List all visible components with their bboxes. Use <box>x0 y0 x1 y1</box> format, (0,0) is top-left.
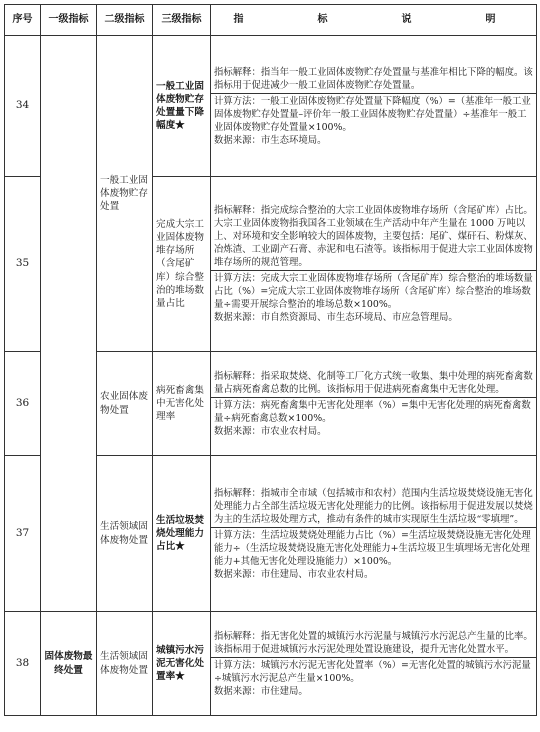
row-level3: 完成大宗工业固体废物堆存场所（含尾矿库）综合整治的堆场数量占比 <box>153 177 211 352</box>
indicator-explanation: 指标解释：指无害化处置的城镇污水污泥量与城镇污水污泥总产生量的比率。该指标用于促进城镇污水污泥处理处置设施建设，提升无害化处置水平。 <box>214 630 533 655</box>
table-row <box>5 612 537 716</box>
calculation-method: 计算方法：城镇污水污泥无害化处置率（%）=无害化处置的城镇污水污泥量÷城镇污水污泥总产生量×100%。 <box>214 659 531 684</box>
header-description: 指 标 说 明 <box>211 5 537 36</box>
indicator-explanation: 指标解释：指完成综合整治的大宗工业固体废物堆存场所（含尾矿库）占比。大宗工业固体废物指我国各工业领域在生产活动中年产生量在 1000 万吨以上、对环境和安全影响较大的固体废物，主要包括：尾矿、煤矸石、粉煤灰、冶炼渣、工业副产石膏、赤泥和电石渣等。该指标用于促进大宗工业固体废物堆存场所的规范管理。 <box>214 205 533 268</box>
calculation-method: 计算方法：完成大宗工业固体废物堆存场所（含尾矿库）综合整治的堆场数量占比（%）=完成大宗工业固体废物堆存场所（含尾矿库）综合整治的堆场数量÷需要开展综合整治的堆场总数×100%。 <box>214 273 533 310</box>
row-seq: 35 <box>5 177 41 352</box>
row-description <box>211 177 537 352</box>
row-divider <box>211 657 536 658</box>
calculation-method: 计算方法：病死畜禽集中无害化处理率（%）=集中无害化处理的病死畜禽数量÷病死畜禽总数×100%。 <box>214 399 531 424</box>
header-level1: 一级指标 <box>41 5 97 36</box>
indicator-explanation: 指标解释：指城市全市域（包括城市和农村）范围内生活垃圾焚烧设施无害化处理能力占全部生活垃圾无害化处理能力的比例。该指标用于促进发展以焚烧为主的生活垃圾处理方式，推动有条件的城市实现原生生活垃圾“零填埋”。 <box>214 487 533 525</box>
data-source: 数据来源：市住建局、市农业农村局。 <box>214 568 374 580</box>
table-header-row <box>5 5 537 36</box>
indicator-explanation: 指标解释：指采取焚烧、化制等工厂化方式统一收集、集中处理的病死畜禽数量占病死畜禽总数的比例。该指标用于促进病死畜禽集中无害化处理。 <box>214 370 533 395</box>
row-description <box>211 456 537 612</box>
row-level3: 生活垃圾焚烧处理能力占比★ <box>153 456 211 612</box>
calculation-method: 计算方法：生活垃圾焚烧处理能力占比（%）=生活垃圾焚烧设施无害化处理能力÷（生活垃圾焚烧设施无害化处理能力+生活垃圾卫生填埋场无害化处理能力+其他无害化处理设施能力）×100%。 <box>214 529 531 567</box>
data-source: 数据来源：市生态环境局。 <box>214 134 327 146</box>
row-level2: 农业固体废物处置 <box>97 352 153 456</box>
row-description <box>211 36 537 177</box>
row-level1 <box>41 36 97 612</box>
row-level2: 一般工业固体废物贮存处置 <box>97 36 153 352</box>
row-divider <box>211 527 536 528</box>
row-divider <box>211 93 536 94</box>
row-description <box>211 612 537 716</box>
data-source: 数据来源：市农业农村局。 <box>214 425 327 437</box>
row-level3: 城镇污水污泥无害化处置率★ <box>153 612 211 716</box>
row-seq: 38 <box>5 612 41 716</box>
row-level3: 病死畜禽集中无害化处理率 <box>153 352 211 456</box>
header-level3: 三级指标 <box>153 5 211 36</box>
row-level3: 一般工业固体废物贮存处置量下降幅度★ <box>153 36 211 177</box>
row-level1: 固体废物最终处置 <box>41 612 97 716</box>
row-divider <box>211 397 536 398</box>
row-description <box>211 352 537 456</box>
row-level2: 生活领域固体废物处置 <box>97 456 153 612</box>
data-source: 数据来源：市自然资源局、市生态环境局、市应急管理局。 <box>214 312 458 323</box>
row-level2: 生活领域固体废物处置 <box>97 612 153 716</box>
indicator-table <box>4 4 537 716</box>
indicator-explanation: 指标解释：指当年一般工业固体废物贮存处置量与基准年相比下降的幅度。该指标用于促进减少一般工业固体废物贮存处置量。 <box>214 66 533 91</box>
row-seq: 37 <box>5 456 41 612</box>
row-seq: 36 <box>5 352 41 456</box>
header-level2: 二级指标 <box>97 5 153 36</box>
calculation-method: 计算方法：一般工业固体废物贮存处置量下降幅度（%）=（基准年一般工业固体废物贮存处置量–评价年一般工业固体废物贮存处置量）÷基准年一般工业固体废物贮存处置量×100%。 <box>214 95 531 133</box>
table-row <box>5 36 537 177</box>
row-seq: 34 <box>5 36 41 177</box>
data-source: 数据来源：市住建局。 <box>214 685 308 697</box>
header-seq: 序号 <box>5 5 41 36</box>
row-divider <box>211 270 536 271</box>
